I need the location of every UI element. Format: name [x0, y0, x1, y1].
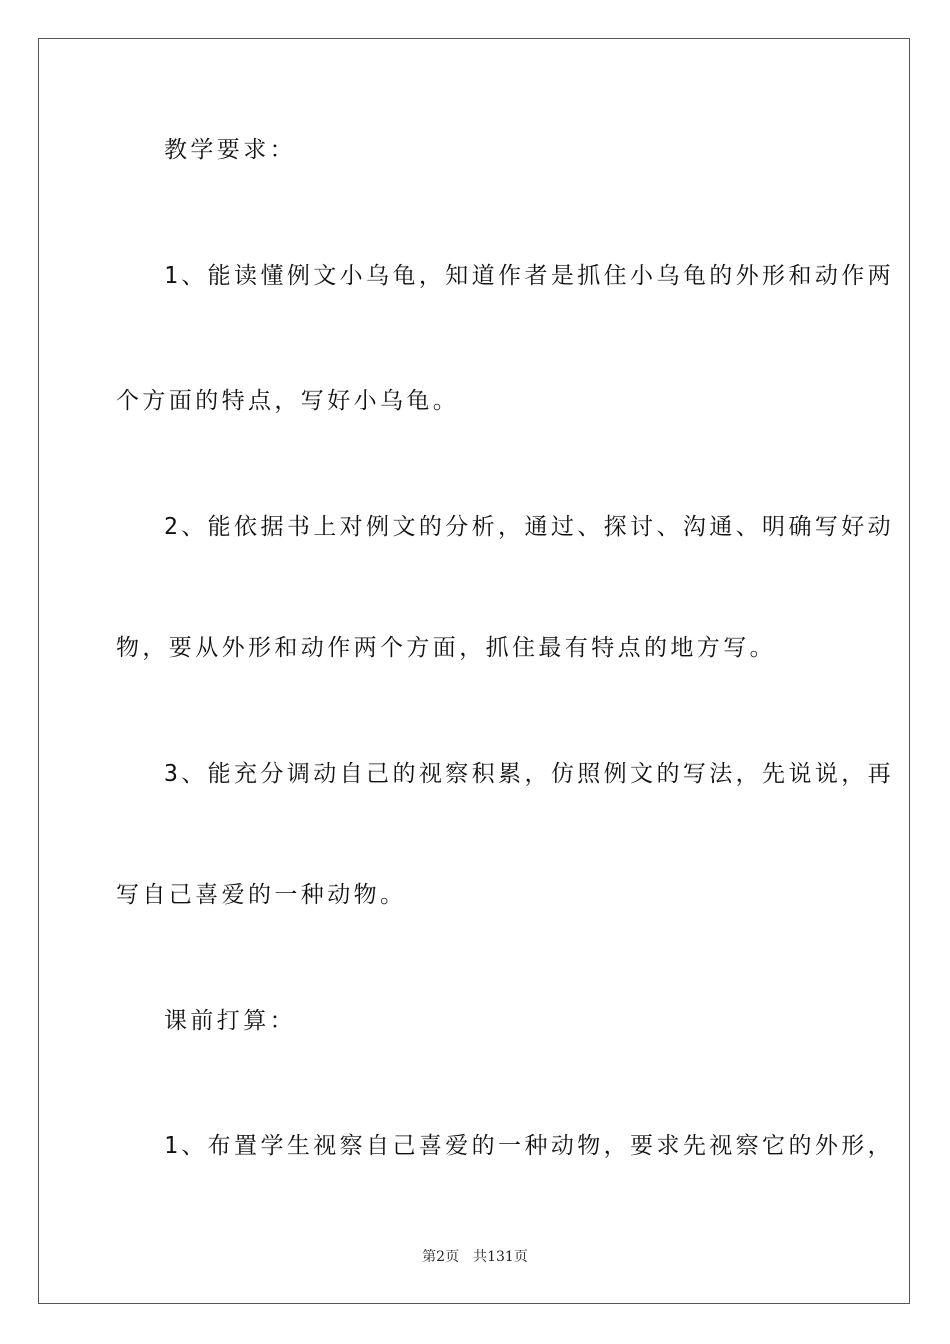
section-heading-teaching-requirements: 教学要求：	[164, 137, 296, 163]
paragraph-line: 1、能读懂例文小乌龟，知道作者是抓住小乌龟的外形和动作两	[164, 263, 895, 289]
total-pages: 共131页	[473, 1249, 528, 1265]
paragraph-line: 1、布置学生视察自己喜爱的一种动物，要求先视察它的外形，	[164, 1133, 895, 1159]
paragraph-line: 2、能依据书上对例文的分析，通过、探讨、沟通、明确写好动	[164, 514, 895, 540]
page-number: 第2页	[422, 1249, 460, 1265]
paragraph-line: 物，要从外形和动作两个方面，抓住最有特点的地方写。	[116, 635, 776, 661]
paragraph-line: 写自己喜爱的一种动物。	[116, 882, 407, 908]
section-heading-preparation: 课前打算：	[164, 1008, 296, 1034]
paragraph-line: 3、能充分调动自己的视察积累，仿照例文的写法，先说说，再	[164, 761, 895, 787]
page-footer	[0, 1248, 950, 1266]
page-border	[38, 38, 910, 1304]
paragraph-line: 个方面的特点，写好小乌龟。	[116, 388, 460, 414]
